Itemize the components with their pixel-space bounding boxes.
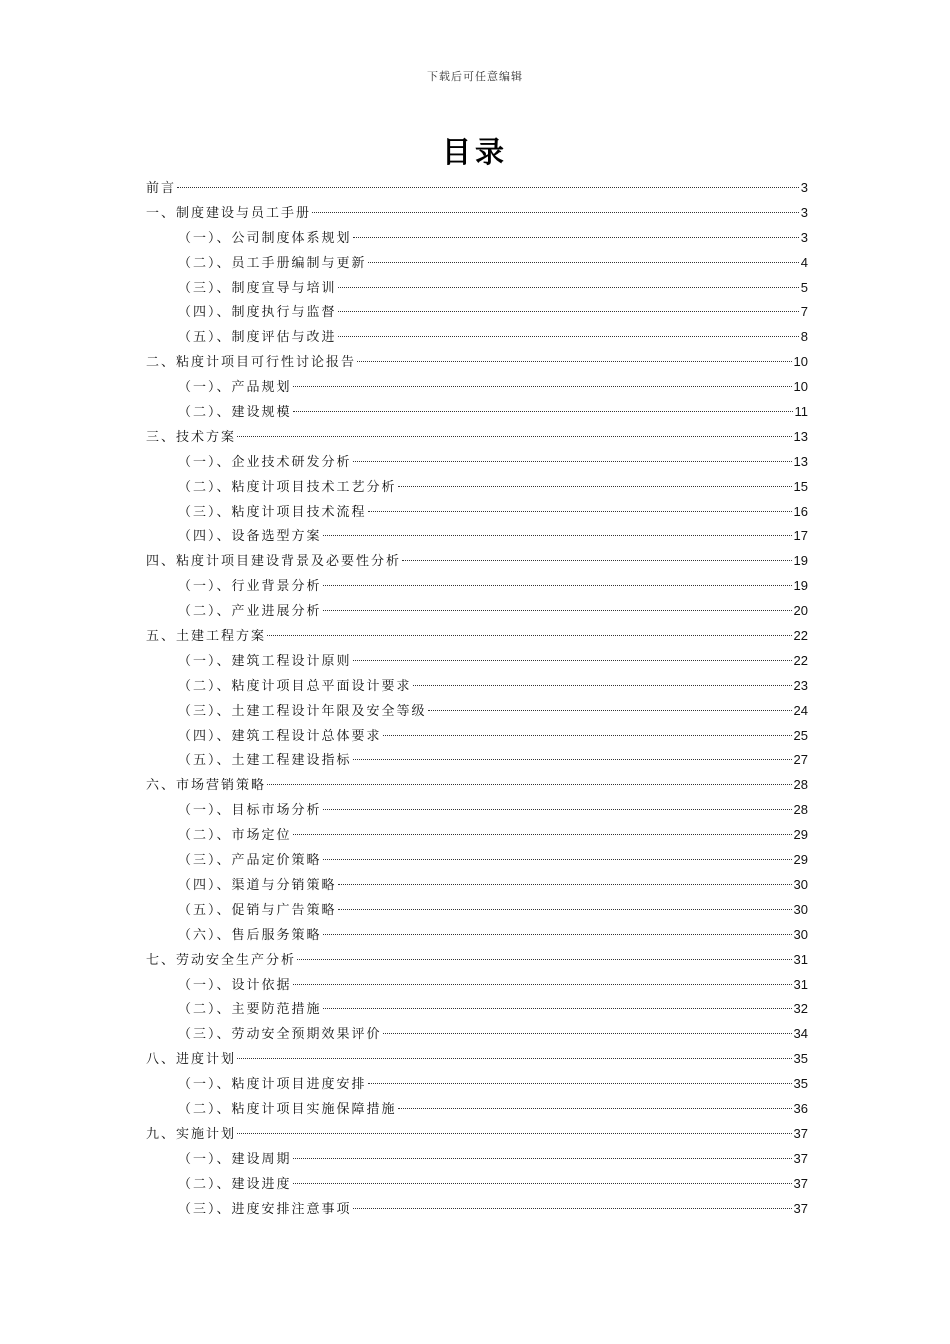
toc-entry[interactable] — [146, 724, 808, 749]
toc-entry-label: （一）、企业技术研发分析 — [178, 454, 352, 470]
toc-entry-page: 37 — [793, 1175, 808, 1191]
toc-entry-page: 5 — [800, 279, 808, 295]
toc-entry-page: 31 — [793, 951, 808, 967]
toc-entry-page: 25 — [793, 727, 808, 743]
toc-dot-leader — [428, 710, 792, 711]
toc-dot-leader — [368, 511, 792, 512]
toc-entry-page: 15 — [793, 478, 808, 494]
toc-entry-page: 29 — [793, 827, 808, 843]
toc-dot-leader — [267, 784, 792, 785]
toc-dot-leader — [267, 635, 792, 636]
toc-dot-leader — [353, 237, 799, 238]
toc-entry-page: 22 — [793, 628, 808, 644]
toc-entry-page: 27 — [793, 752, 808, 768]
toc-entry-label: （三）、产品定价策略 — [178, 853, 322, 869]
toc-entry[interactable] — [146, 475, 808, 500]
toc-dot-leader — [297, 959, 792, 960]
toc-dot-leader — [368, 1083, 792, 1084]
toc-entry[interactable] — [146, 1047, 808, 1072]
toc-entry[interactable] — [146, 898, 808, 923]
toc-dot-leader — [353, 759, 792, 760]
toc-entry-label: （三）、劳动安全预期效果评价 — [178, 1027, 382, 1043]
toc-entry-page: 23 — [793, 677, 808, 693]
toc-entry-page: 13 — [793, 428, 808, 444]
toc-entry-page: 35 — [793, 1051, 808, 1067]
toc-entry[interactable] — [146, 798, 808, 823]
toc-dot-leader — [383, 735, 792, 736]
toc-entry-label: （三）、进度安排注意事项 — [178, 1201, 352, 1217]
toc-entry-page: 35 — [793, 1076, 808, 1092]
toc-entry[interactable] — [146, 350, 808, 375]
toc-entry-label: （二）、粘度计项目技术工艺分析 — [178, 479, 397, 495]
toc-entry-page: 19 — [793, 578, 808, 594]
toc-entry-page: 24 — [793, 702, 808, 718]
toc-entry-page: 7 — [800, 304, 808, 320]
toc-entry-label: （一）、粘度计项目进度安排 — [178, 1077, 367, 1093]
toc-entry-page: 10 — [793, 379, 808, 395]
toc-entry-page: 17 — [793, 528, 808, 544]
toc-entry[interactable] — [146, 276, 808, 301]
toc-entry[interactable] — [146, 251, 808, 276]
toc-entry-page: 37 — [793, 1200, 808, 1216]
toc-entry[interactable] — [146, 574, 808, 599]
toc-dot-leader — [368, 262, 799, 263]
toc-entry-page: 19 — [793, 553, 808, 569]
toc-entry-page: 28 — [793, 802, 808, 818]
toc-dot-leader — [383, 1033, 792, 1034]
toc-dot-leader — [323, 1008, 792, 1009]
toc-entry[interactable] — [146, 649, 808, 674]
toc-dot-leader — [338, 311, 799, 312]
toc-entry-page: 30 — [793, 926, 808, 942]
toc-dot-leader — [323, 610, 792, 611]
toc-list — [146, 176, 808, 1221]
toc-dot-leader — [293, 834, 792, 835]
toc-entry-label: 二、粘度计项目可行性讨论报告 — [146, 355, 357, 371]
toc-entry-label: （二）、建设进度 — [178, 1176, 292, 1192]
toc-entry[interactable] — [146, 549, 808, 574]
toc-title: 目录 — [441, 135, 508, 169]
toc-dot-leader — [237, 1058, 792, 1059]
toc-entry-page: 30 — [793, 901, 808, 917]
toc-entry[interactable] — [146, 997, 808, 1022]
toc-entry[interactable] — [146, 599, 808, 624]
toc-entry-label: （三）、土建工程设计年限及安全等级 — [178, 703, 427, 719]
toc-dot-leader — [353, 461, 792, 462]
toc-entry[interactable] — [146, 375, 808, 400]
toc-entry-page: 30 — [793, 876, 808, 892]
toc-entry-label: 六、市场营销策略 — [146, 778, 267, 794]
toc-entry-page: 29 — [793, 852, 808, 868]
toc-entry[interactable] — [146, 425, 808, 450]
toc-entry-label: （五）、制度评估与改进 — [178, 330, 337, 346]
toc-entry-page: 10 — [793, 354, 808, 370]
toc-dot-leader — [293, 386, 792, 387]
toc-entry-label: （五）、土建工程建设指标 — [178, 753, 352, 769]
toc-entry[interactable] — [146, 524, 808, 549]
toc-dot-leader — [323, 934, 792, 935]
toc-entry[interactable] — [146, 699, 808, 724]
toc-entry[interactable] — [146, 1147, 808, 1172]
toc-entry-label: （一）、设计依据 — [178, 977, 292, 993]
toc-entry-label: （二）、产业进展分析 — [178, 604, 322, 620]
toc-dot-leader — [293, 1158, 792, 1159]
toc-entry[interactable] — [146, 1197, 808, 1222]
toc-entry-label: （一）、目标市场分析 — [178, 803, 322, 819]
toc-entry[interactable] — [146, 400, 808, 425]
toc-entry[interactable] — [146, 973, 808, 998]
toc-dot-leader — [237, 1133, 792, 1134]
toc-entry-label: （二）、市场定位 — [178, 828, 292, 844]
toc-entry-page: 3 — [800, 229, 808, 245]
toc-entry[interactable] — [146, 948, 808, 973]
toc-entry-label: （二）、粘度计项目实施保障措施 — [178, 1101, 397, 1117]
header-note: 下载后可任意编辑 — [427, 70, 523, 83]
toc-entry-label: （一）、建设周期 — [178, 1151, 292, 1167]
toc-entry[interactable] — [146, 1172, 808, 1197]
toc-entry[interactable] — [146, 1072, 808, 1097]
toc-entry[interactable] — [146, 773, 808, 798]
toc-dot-leader — [338, 287, 799, 288]
toc-dot-leader — [312, 212, 799, 213]
toc-entry[interactable] — [146, 300, 808, 325]
toc-entry[interactable] — [146, 1097, 808, 1122]
toc-entry-label: 八、进度计划 — [146, 1052, 237, 1068]
toc-entry-page: 16 — [793, 503, 808, 519]
toc-entry-label: （三）、粘度计项目技术流程 — [178, 504, 367, 520]
toc-entry-page: 31 — [793, 976, 808, 992]
toc-entry-page: 11 — [794, 404, 808, 420]
toc-entry[interactable] — [146, 873, 808, 898]
toc-entry-label: （二）、主要防范措施 — [178, 1002, 322, 1018]
toc-dot-leader — [402, 560, 792, 561]
toc-entry-page: 3 — [800, 204, 808, 220]
toc-dot-leader — [338, 884, 792, 885]
toc-dot-leader — [338, 909, 792, 910]
toc-dot-leader — [293, 984, 792, 985]
toc-dot-leader — [323, 809, 792, 810]
toc-entry-label: 九、实施计划 — [146, 1126, 237, 1142]
toc-entry-page: 20 — [793, 603, 808, 619]
toc-entry[interactable] — [146, 624, 808, 649]
toc-entry-label: （四）、制度执行与监督 — [178, 305, 337, 321]
toc-entry-label: （一）、产品规划 — [178, 380, 292, 396]
toc-dot-leader — [237, 436, 792, 437]
toc-entry-page: 28 — [793, 777, 808, 793]
toc-dot-leader — [323, 535, 792, 536]
toc-entry[interactable] — [146, 748, 808, 773]
toc-entry-page: 8 — [800, 329, 808, 345]
toc-entry-label: （二）、粘度计项目总平面设计要求 — [178, 678, 412, 694]
toc-entry[interactable] — [146, 823, 808, 848]
toc-entry-label: （四）、设备选型方案 — [178, 529, 322, 545]
toc-entry-label: 前言 — [146, 181, 177, 196]
toc-dot-leader — [398, 486, 792, 487]
toc-entry-label: （六）、售后服务策略 — [178, 927, 322, 943]
toc-entry-page: 36 — [793, 1100, 808, 1116]
toc-dot-leader — [353, 660, 792, 661]
toc-entry-page: 32 — [793, 1001, 808, 1017]
toc-dot-leader — [323, 859, 792, 860]
toc-entry-label: （一）、建筑工程设计原则 — [178, 653, 352, 669]
toc-entry-label: （四）、建筑工程设计总体要求 — [178, 728, 382, 744]
toc-entry-label: （二）、员工手册编制与更新 — [178, 255, 367, 271]
toc-entry[interactable] — [146, 848, 808, 873]
toc-entry-page: 4 — [800, 254, 808, 270]
toc-entry-page: 37 — [793, 1125, 808, 1141]
toc-entry-label: （一）、行业背景分析 — [178, 579, 322, 595]
toc-entry-page: 22 — [793, 652, 808, 668]
toc-entry-label: 一、制度建设与员工手册 — [146, 205, 312, 221]
toc-entry-label: 三、技术方案 — [146, 429, 237, 445]
toc-entry[interactable] — [146, 500, 808, 525]
toc-entry-label: 四、粘度计项目建设背景及必要性分析 — [146, 554, 402, 570]
toc-dot-leader — [293, 1183, 792, 1184]
toc-entry[interactable] — [146, 226, 808, 251]
toc-entry[interactable] — [146, 201, 808, 226]
toc-entry-label: （一）、公司制度体系规划 — [178, 230, 352, 246]
toc-entry[interactable] — [146, 176, 808, 201]
toc-entry-label: （二）、建设规模 — [178, 405, 292, 421]
toc-dot-leader — [398, 1108, 792, 1109]
toc-dot-leader — [177, 187, 799, 188]
toc-dot-leader — [357, 361, 792, 362]
toc-entry[interactable] — [146, 1022, 808, 1047]
toc-entry[interactable] — [146, 1122, 808, 1147]
toc-entry-label: （三）、制度宣导与培训 — [178, 280, 337, 296]
toc-entry-page: 34 — [793, 1026, 808, 1042]
toc-entry-label: （五）、促销与广告策略 — [178, 902, 337, 918]
toc-entry[interactable] — [146, 923, 808, 948]
toc-entry[interactable] — [146, 674, 808, 699]
toc-dot-leader — [413, 685, 792, 686]
toc-dot-leader — [293, 411, 793, 412]
toc-entry[interactable] — [146, 325, 808, 350]
toc-entry-page: 37 — [793, 1150, 808, 1166]
toc-entry-page: 13 — [793, 453, 808, 469]
toc-entry-label: 五、土建工程方案 — [146, 629, 267, 645]
toc-dot-leader — [323, 585, 792, 586]
toc-dot-leader — [338, 336, 799, 337]
toc-entry[interactable] — [146, 450, 808, 475]
toc-entry-page: 3 — [800, 180, 808, 195]
toc-entry-label: 七、劳动安全生产分析 — [146, 952, 297, 968]
toc-entry-label: （四）、渠道与分销策略 — [178, 877, 337, 893]
toc-dot-leader — [353, 1208, 792, 1209]
